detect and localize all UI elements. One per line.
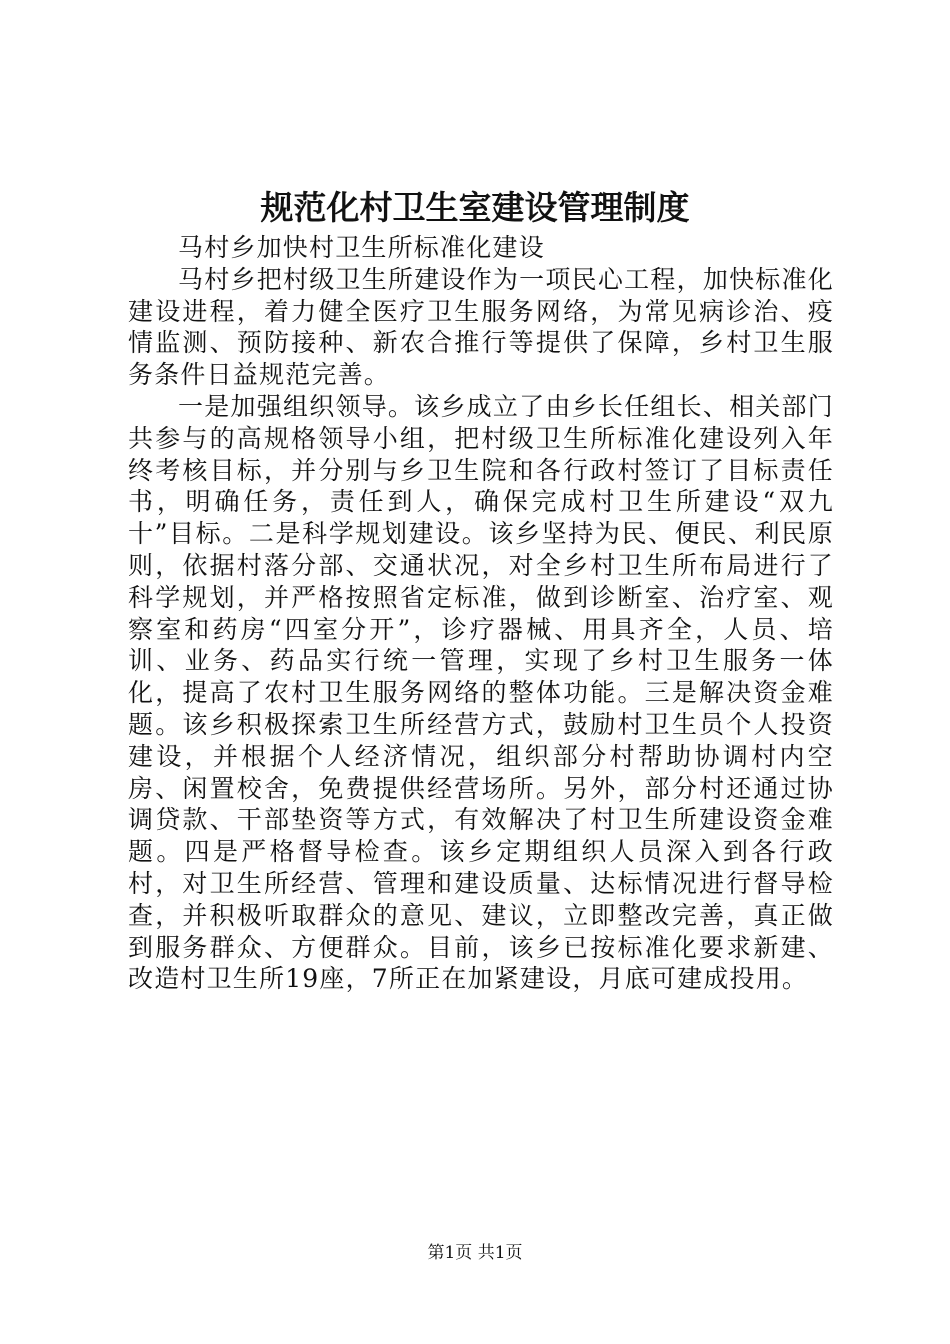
document-title: 规范化村卫生室建设管理制度	[260, 188, 690, 227]
document-body	[128, 232, 834, 995]
intro-paragraph: 马村乡把村级卫生所建设作为一项民心工程，加快标准化建设进程，着力健全医疗卫生服务网络，为常见病诊治、疫情监测、预防接种、新农合推行等提供了保障，乡村卫生服务条件日益规范完善。	[128, 264, 834, 390]
subtitle-paragraph: 马村乡加快村卫生所标准化建设	[178, 233, 545, 262]
main-paragraph: 一是加强组织领导。该乡成立了由乡长任组长、相关部门共参与的高规格领导小组，把村级卫生所标准化建设列入年终考核目标，并分别与乡卫生院和各行政村签订了目标责任书，明确任务，责任到人，确保完成村卫生所建设“双九十”目标。二是科学规划建设。该乡坚持为民、便民、利民原则，依据村落分部、交通状况，对全乡村卫生所布局进行了科学规划，并严格按照省定标准，做到诊断室、治疗室、观察室和药房“四室分开”，诊疗器械、用具齐全，人员、培训、业务、药品实行统一管理，实现了乡村卫生服务一体化，提高了农村卫生服务网络的整体功能。三是解决资金难题。该乡积极探索卫生所经营方式，鼓励村卫生员个人投资建设，并根据个人经济情况，组织部分村帮助协调村内空房、闲置校舍，免费提供经营场所。另外，部分村还通过协调贷款、干部垫资等方式，有效解决了村卫生所建设资金难题。四是严格督导检查。该乡定期组织人员深入到各行政村，对卫生所经营、管理和建设质量、达标情况进行督导检查，并积极听取群众的意见、建议，立即整改完善，真正做到服务群众、方便群众。目前，该乡已按标准化要求新建、改造村卫生所19座，7所正在加紧建设，月底可建成投用。	[128, 391, 834, 994]
page-footer: 第1页 共1页	[427, 1243, 523, 1263]
